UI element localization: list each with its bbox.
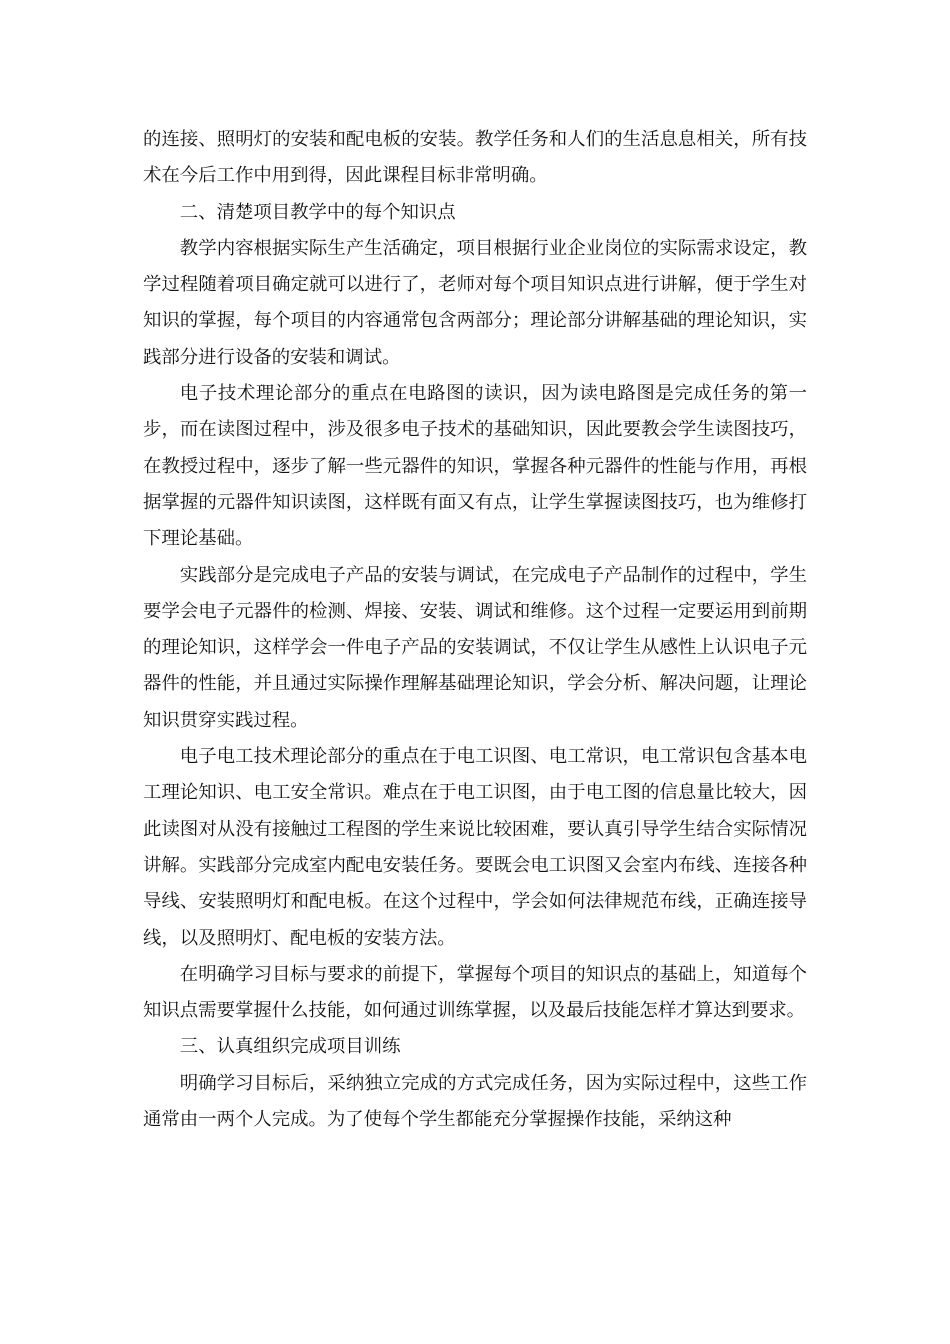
document-page xyxy=(143,122,807,1138)
paragraph-continuation: 的连接、照明灯的安装和配电板的安装。教学任务和人们的生活息息相关，所有技术在今后工作中用到得，因此课程目标非常明确。 xyxy=(143,129,807,187)
paragraph: 在明确学习目标与要求的前提下，掌握每个项目的知识点的基础上，知道每个知识点需要掌握什么技能，如何通过训练掌握，以及最后技能怎样才算达到要求。 xyxy=(143,963,807,1022)
section-heading-3: 三、认真组织完成项目训练 xyxy=(179,1036,401,1058)
paragraph: 电子技术理论部分的重点在电路图的读识，因为读电路图是完成任务的第一步，而在读图过程中，涉及很多电子技术的基础知识，因此要教会学生读图技巧，在教授过程中，逐步了解一些元器件的知识，掌握各种元器件的性能与作用，再根据掌握的元器件知识读图，这样既有面又有点，让学生掌握读图技巧，也为维修打下理论基础。 xyxy=(143,383,807,550)
paragraph: 实践部分是完成电子产品的安装与调试，在完成电子产品制作的过程中，学生要学会电子元器件的检测、焊接、安装、调试和维修。这个过程一定要运用到前期的理论知识，这样学会一件电子产品的安装调试，不仅让学生从感性上认识电子元器件的性能，并且通过实际操作理解基础理论知识，学会分析、解决问题，让理论知识贯穿实践过程。 xyxy=(143,564,807,731)
paragraph: 教学内容根据实际生产生活确定，项目根据行业企业岗位的实际需求设定，教学过程随着项目确定就可以进行了，老师对每个项目知识点进行讲解，便于学生对知识的掌握，每个项目的内容通常包含两部分；理论部分讲解基础的理论知识，实践部分进行设备的安装和调试。 xyxy=(143,237,807,368)
section-heading-2: 二、清楚项目教学中的每个知识点 xyxy=(179,201,456,223)
paragraph: 明确学习目标后，采纳独立完成的方式完成任务，因为实际过程中，这些工作通常由一两个人完成。为了使每个学生都能充分掌握操作技能，采纳这种 xyxy=(143,1072,807,1131)
paragraph: 电子电工技术理论部分的重点在于电工识图、电工常识，电工常识包含基本电工理论知识、电工安全常识。难点在于电工识图，由于电工图的信息量比较大，因此读图对从没有接触过工程图的学生来说比较困难，要认真引导学生结合实际情况讲解。实践部分完成室内配电安装任务。要既会电工识图又会室内布线、连接各种导线、安装照明灯和配电板。在这个过程中，学会如何法律规范布线，正确连接导线，以及照明灯、配电板的安装方法。 xyxy=(143,746,807,949)
